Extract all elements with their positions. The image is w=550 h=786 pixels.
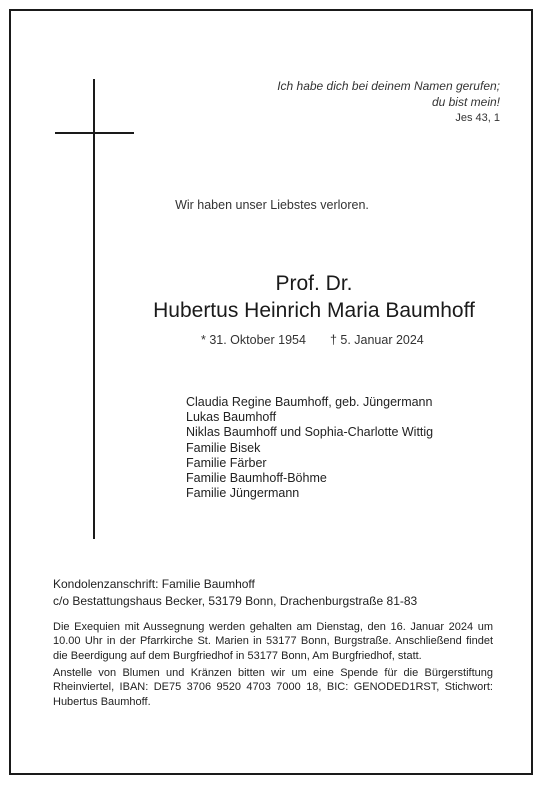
mourner-item: Claudia Regine Baumhoff, geb. Jüngermann (186, 395, 433, 409)
mourner-item: Familie Jüngermann (186, 486, 300, 501)
bible-verse (277, 78, 500, 126)
condolence-address (53, 576, 493, 610)
deceased-name: Hubertus Heinrich Maria Baumhoff (153, 299, 475, 322)
donation-info: Anstelle von Blumen und Kränzen bitten wir um eine Spende für die Bürgerstiftung Rheinviertel, IBAN: DE75 3706 9520 4703 7000 18, BIC: GENODED1RST, Stichwort: Hubertus Baumhoff. (53, 667, 493, 708)
mourner-item: Familie Färber (186, 455, 267, 470)
verse-reference: Jes 43, 1 (455, 112, 500, 124)
life-dates (201, 333, 424, 347)
funeral-info: Die Exequien mit Aussegnung werden gehalten am Dienstag, den 16. Januar 2024 um 10.00 Uhr in der Pfarrkirche St. Marien in 53177 Bonn, Burgstraße. Anschließend findet die Beerdigung auf dem Burgfriedhof in 53177 Bonn, Am Burgfriedhof, statt. (53, 621, 493, 662)
deceased-title: Prof. Dr. (275, 272, 353, 295)
mourner-item: Familie Baumhoff-Böhme (186, 471, 327, 486)
condolence-line-2: c/o Bestattungshaus Becker, 53179 Bonn, Drachenburgstraße 81-83 (53, 594, 418, 608)
mourner-item: Familie Bisek (186, 440, 261, 455)
intro-text: Wir haben unser Liebstes verloren. (175, 198, 369, 212)
death-date: † 5. Januar 2024 (329, 333, 424, 347)
cross-horizontal-bar (55, 132, 134, 134)
mourners-list (186, 395, 433, 501)
condolence-line-1: Kondolenzanschrift: Familie Baumhoff (53, 577, 255, 591)
birth-date: * 31. Oktober 1954 (201, 333, 306, 347)
mourner-item: Lukas Baumhoff (186, 410, 277, 425)
verse-line-1: Ich habe dich bei deinem Namen gerufen; (277, 79, 500, 93)
deceased-name-block (0, 270, 550, 324)
verse-line-2: du bist mein! (431, 95, 500, 109)
mourner-item: Niklas Baumhoff und Sophia-Charlotte Wittig (186, 425, 434, 440)
